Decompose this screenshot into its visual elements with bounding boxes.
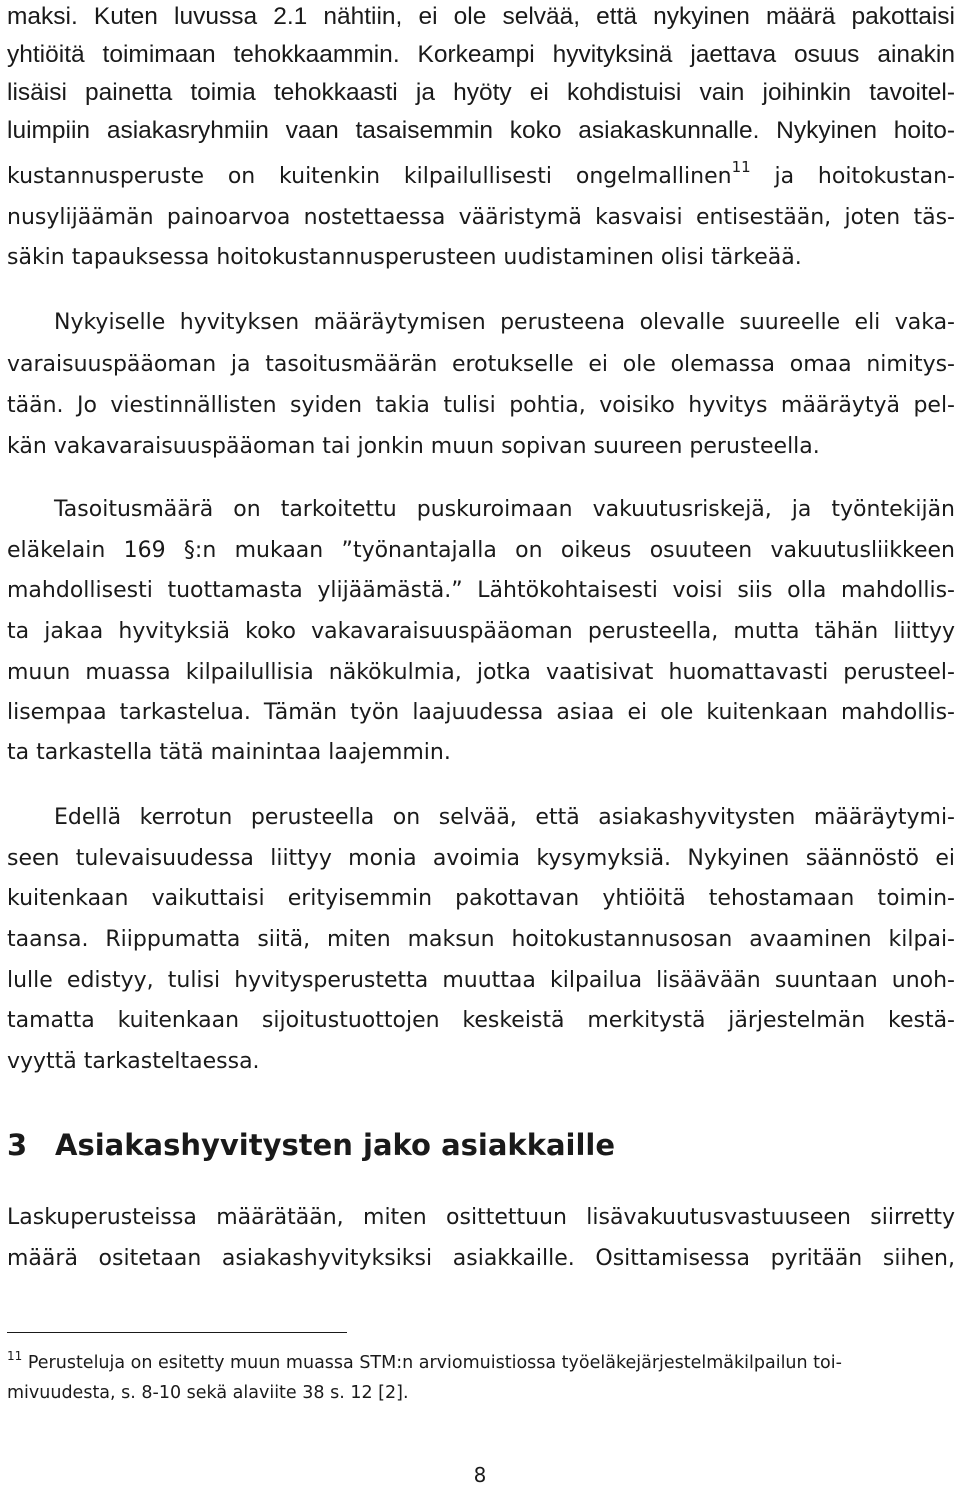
text-line: Nykyiselle hyvityksen määräytymisen perusteena olevalle suureelle eli vaka- — [54, 310, 955, 335]
section-title: Asiakashyvitysten jako asiakkaille — [55, 1128, 616, 1162]
text-line: lisempaa tarkastelua. Tämän työn laajuudessa asiaa ei ole kuitenkaan mahdollis- — [7, 700, 955, 725]
text-line: Tasoitusmäärä on tarkoitettu puskuroimaan vakuutusriskejä, ja työntekijän — [54, 497, 955, 522]
text-line: vyyttä tarkasteltaessa. — [7, 1049, 260, 1074]
text-line: ta jakaa hyvityksiä koko vakavaraisuuspääoman perusteella, mutta tähän liittyy — [7, 619, 955, 644]
text-line: tamatta kuitenkaan sijoitustuottojen keskeistä merkitystä järjestelmän kestä- — [7, 1008, 955, 1033]
text-line: eläkelain 169 §:n mukaan ”työnantajalla on oikeus osuuteen vakuutusliikkeen — [7, 538, 955, 563]
footnote-marker: 11 — [7, 1349, 23, 1363]
text-line: Laskuperusteissa määrätään, miten osittettuun lisävakuutusvastuuseen siirretty — [7, 1205, 955, 1230]
text-line: maksi. Kuten luvussa 2.1 nähtiin, ei ole selvää, että nykyinen määrä pakottaisi — [7, 3, 955, 30]
text-line: varaisuuspääoman ja tasoitusmäärän erotukselle ei ole olemassa omaa nimitys- — [7, 352, 955, 377]
text-line: muun muassa kilpailullisia näkökulmia, jotka vaatisivat huomattavasti perusteel- — [7, 660, 955, 685]
text-line: seen tulevaisuudessa liittyy monia avoimia kysymyksiä. Nykyinen säännöstö ei — [7, 846, 955, 871]
text-line: luimpiin asiakasryhmiin vaan tasaisemmin koko asiakaskunnalle. Nykyinen hoito- — [7, 117, 955, 144]
text-line: taansa. Riippumatta siitä, miten maksun hoitokustannusosan avaaminen kilpai- — [7, 927, 955, 952]
text-line: Edellä kerrotun perusteella on selvää, että asiakashyvitysten määräytymi- — [54, 805, 955, 830]
text-fragment: kustannusperuste on kuitenkin kilpailullisesti ongelmallinen — [7, 164, 732, 189]
text-line: yhtiöitä toimimaan tehokkaammin. Korkeampi hyvityksinä jaettava osuus ainakin — [7, 41, 955, 68]
text-line-with-footnote-ref — [7, 158, 955, 192]
page-number: 8 — [473, 1463, 487, 1487]
text-fragment: ja hoitokustan- — [750, 164, 955, 189]
footnote-line: mivuudesta, s. 8-10 sekä alaviite 38 s. 12 [2]. — [7, 1383, 409, 1403]
footnote-separator — [7, 1332, 347, 1333]
text-line: lulle edistyy, tulisi hyvitysperustetta muuttaa kilpailua lisäävään suuntaan unoh- — [7, 968, 955, 993]
text-line: mahdollisesti tuottamasta ylijäämästä.” Lähtökohtaisesti voisi siis olla mahdollis- — [7, 578, 955, 603]
text-line: kän vakavaraisuuspääoman tai jonkin muun sopivan suureen perusteella. — [7, 434, 820, 459]
text-line: nusylijäämän painoarvoa nostettaessa vääristymä kasvaisi entisestään, joten täs- — [7, 205, 955, 230]
text-line: säkin tapauksessa hoitokustannusperusteen uudistaminen olisi tärkeää. — [7, 245, 802, 270]
section-heading — [7, 1125, 955, 1165]
section-number: 3 — [7, 1128, 28, 1162]
text-line: tään. Jo viestinnällisten syiden takia tulisi pohtia, voisiko hyvitys määräytyä pel- — [7, 393, 955, 418]
text-line: määrä ositetaan asiakashyvityksiksi asiakkaille. Osittamisessa pyritään siihen, — [7, 1246, 955, 1271]
footnote-reference: 11 — [731, 158, 751, 176]
text-line: lisäisi painetta toimia tehokkaasti ja hyöty ei kohdistuisi vain joihinkin tavoitel- — [7, 79, 955, 106]
footnote-text: Perusteluja on esitetty muun muassa STM:n arviomuistiossa työeläkejärjestelmäkilpailun toi- — [22, 1353, 842, 1373]
text-line: kuitenkaan vaikuttaisi erityisemmin pakottavan yhtiöitä tehostamaan toimin- — [7, 886, 955, 911]
text-line: ta tarkastella tätä mainintaa laajemmin. — [7, 740, 451, 765]
footnote-line — [7, 1350, 955, 1376]
